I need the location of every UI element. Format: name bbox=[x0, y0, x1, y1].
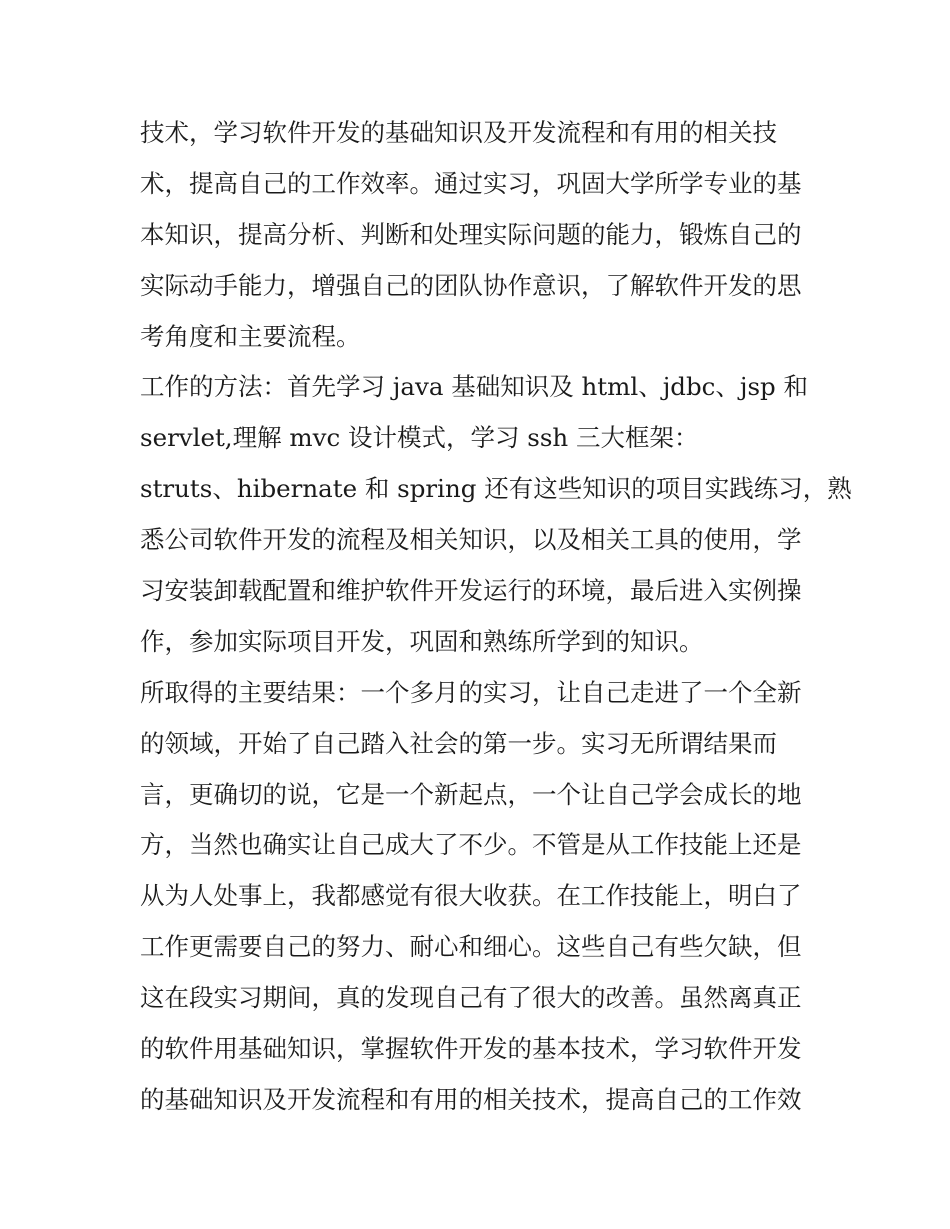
body-text bbox=[140, 108, 852, 1126]
text-line: 工作更需要自己的努力、耐心和细心。这些自己有些欠缺，但 bbox=[140, 932, 802, 962]
text-line: 的基础知识及开发流程和有用的相关技术，提高自己的工作效 bbox=[140, 1084, 802, 1114]
text-line: 悉公司软件开发的流程及相关知识，以及相关工具的使用，学 bbox=[140, 525, 802, 555]
text-line: 言，更确切的说，它是一个新起点，一个让自己学会成长的地 bbox=[140, 779, 802, 809]
text-line: 实际动手能力，增强自己的团队协作意识，了解软件开发的思 bbox=[140, 270, 802, 300]
text-line: 所取得的主要结果：一个多月的实习，让自己走进了一个全新 bbox=[140, 677, 802, 707]
text-line: 工作的方法：首先学习 java 基础知识及 html、jdbc、jsp 和 bbox=[140, 372, 809, 402]
text-line: 的领域，开始了自己踏入社会的第一步。实习无所谓结果而 bbox=[140, 728, 777, 758]
text-line: 作，参加实际项目开发，巩固和熟练所学到的知识。 bbox=[140, 626, 704, 656]
text-line: 术，提高自己的工作效率。通过实习，巩固大学所学专业的基 bbox=[140, 168, 802, 198]
text-line: 本知识，提高分析、判断和处理实际问题的能力，锻炼自己的 bbox=[140, 219, 802, 249]
text-line: 习安装卸载配置和维护软件开发运行的环境，最后进入实例操 bbox=[140, 576, 802, 606]
text-line: 技术，学习软件开发的基础知识及开发流程和有用的相关技 bbox=[140, 118, 777, 147]
text-line: servlet,理解 mvc 设计模式，学习 ssh 三大框架： bbox=[140, 423, 699, 453]
text-line: struts、hibernate 和 spring 还有这些知识的项目实践练习，熟 bbox=[140, 474, 852, 504]
text-line: 考角度和主要流程。 bbox=[140, 321, 361, 351]
text-line: 方，当然也确实让自己成大了不少。不管是从工作技能上还是 bbox=[140, 830, 802, 860]
text-line: 从为人处事上，我都感觉有很大收获。在工作技能上，明白了 bbox=[140, 881, 802, 911]
text-line: 的软件用基础知识，掌握软件开发的基本技术，学习软件开发 bbox=[140, 1034, 802, 1064]
text-line: 这在段实习期间，真的发现自己有了很大的改善。虽然离真正 bbox=[140, 983, 802, 1013]
